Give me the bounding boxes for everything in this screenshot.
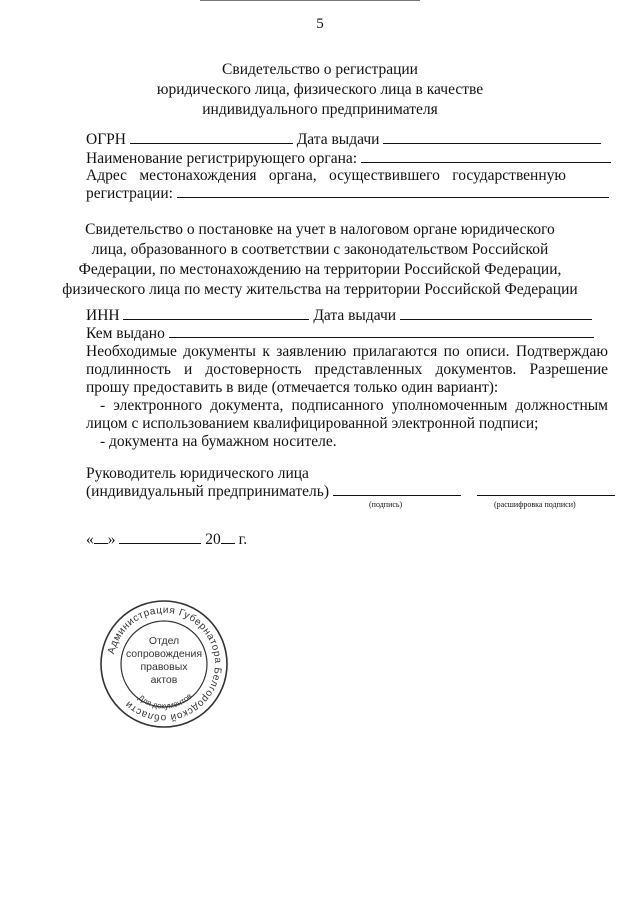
stamp-bottom-text: Для документов — [136, 691, 194, 711]
signature-row — [86, 482, 615, 502]
inn-row — [86, 306, 592, 326]
registration-row — [86, 184, 609, 204]
stamp-center-line-3: правовых — [140, 661, 188, 673]
inn-issue-date-field[interactable] — [400, 306, 592, 320]
address-row — [86, 166, 566, 186]
quote-open: « — [86, 531, 94, 548]
signature-field[interactable] — [333, 482, 461, 496]
registration-address-field[interactable] — [177, 184, 609, 198]
issued-by-label: Кем выдано — [86, 325, 165, 342]
issue-date-label: Дата выдачи — [296, 131, 380, 148]
date-row — [86, 530, 247, 550]
ogrn-label: ОГРН — [86, 131, 126, 148]
section1-title-line-3: индивидуального предпринимателя — [202, 101, 438, 118]
ip-label: (индивидуальный предприниматель) — [86, 483, 330, 500]
ogrn-field[interactable] — [130, 130, 293, 144]
inn-field[interactable] — [123, 306, 309, 320]
stamp-center-line-1: Отдел — [148, 635, 180, 647]
inn-label: ИНН — [86, 307, 120, 324]
address-word: государственную — [452, 167, 566, 184]
section2-title-line-3: Федерации, по местонахождению на территории Российской Федерации, — [78, 261, 562, 278]
address-word: Адрес — [86, 167, 127, 184]
stamp-center-line-2: сопровождения — [125, 648, 203, 660]
decode-caption: (расшифровка подписи) — [494, 500, 576, 509]
para-line-1: Необходимые документы к заявлению прилагаются по описи. Подтверждаю — [86, 343, 608, 360]
day-field[interactable] — [94, 530, 108, 544]
authority-name-label: Наименование регистрирующего органа: — [86, 150, 358, 167]
page-number: 5 — [316, 16, 324, 32]
authority-name-field[interactable] — [361, 149, 611, 163]
signature-caption: (подпись) — [369, 500, 403, 509]
section2-title-line-4: физического лица по месту жительства на территории Российской Федерации — [62, 281, 578, 298]
issued-by-row — [86, 324, 594, 344]
section2-title-line-1: Свидетельство о постановке на учет в налоговом органе юридического — [85, 221, 555, 238]
top-edge-rule — [200, 0, 420, 1]
para-line-2: подлинность и достоверность представленных документов. Разрешение — [86, 361, 608, 378]
issue-date-field[interactable] — [383, 130, 601, 144]
address-word: осуществившего — [328, 167, 440, 184]
section2-title-line-2: лица, образованного в соответствии с законодательством Российской — [91, 241, 549, 258]
year-prefix: 20 — [205, 531, 221, 548]
year-suffix: г. — [238, 531, 248, 548]
head-label: Руководитель юридического лица — [86, 465, 309, 482]
stamp-center-line-4: актов — [150, 674, 178, 686]
inn-issue-date-label: Дата выдачи — [313, 307, 397, 324]
signature-decode-field[interactable] — [477, 482, 615, 496]
address-word: местонахождения — [139, 167, 257, 184]
quote-close: » — [107, 531, 116, 548]
para-line-3: прошу предоставить в виде (отмечается только один вариант): — [86, 379, 499, 396]
para-line-5: лицом с использованием квалифицированной электронной подписи; — [86, 415, 539, 432]
para-line-6: - документа на бумажном носителе. — [100, 433, 337, 450]
stamp-ring-text: Администрация Губернатора Белгородской области — [106, 604, 224, 724]
year-field[interactable] — [221, 530, 235, 544]
section1-title-line-2: юридического лица, физического лица в качестве — [156, 81, 484, 98]
para-line-4: - электронного документа, подписанного уполномоченным должностным — [100, 397, 608, 414]
registration-label: регистрации: — [86, 185, 173, 202]
issued-by-field[interactable] — [169, 324, 594, 338]
official-stamp — [98, 598, 230, 730]
month-field[interactable] — [119, 530, 201, 544]
ogrn-row — [86, 130, 601, 150]
stamp-seal — [98, 598, 230, 730]
section1-title-line-1: Свидетельство о регистрации — [222, 61, 418, 78]
address-word: органа, — [268, 167, 317, 184]
